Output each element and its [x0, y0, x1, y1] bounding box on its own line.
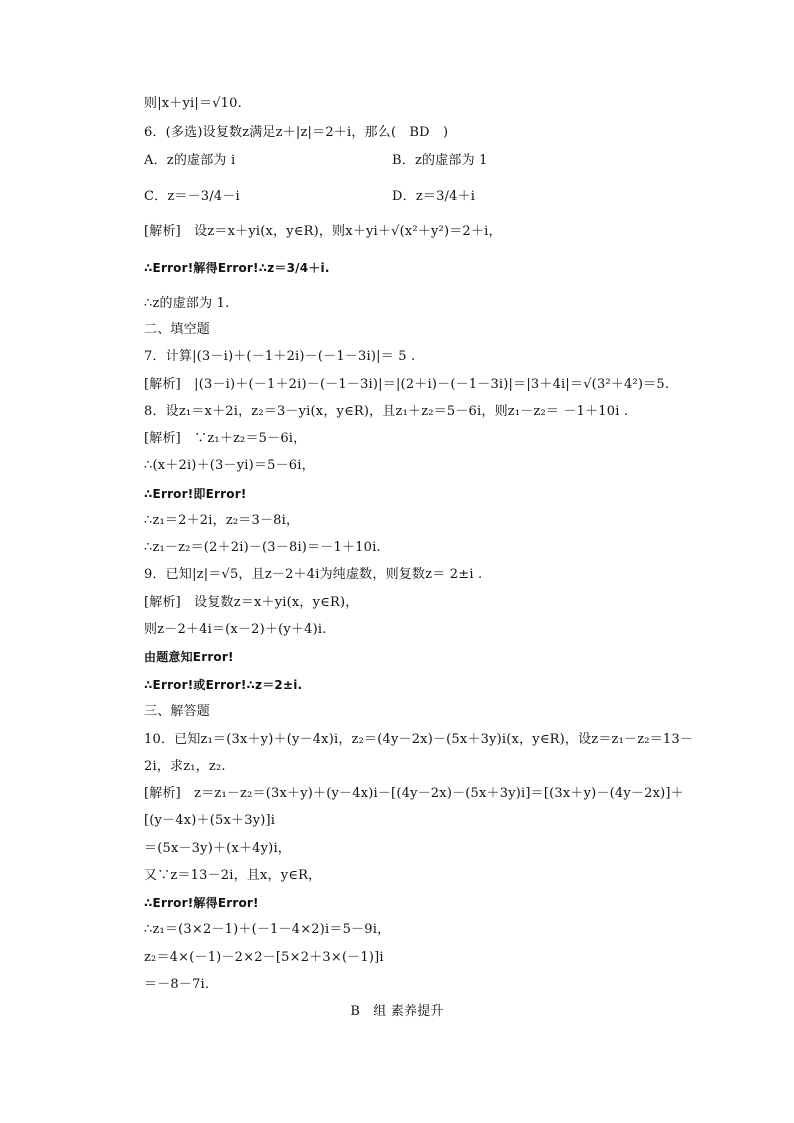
- solution-line: ∴z₁＝2＋2i，z₂＝3－8i，: [144, 513, 300, 528]
- solution-line: [解析] |(3－i)＋(－1＋2i)－(－1－3i)|＝|(2＋i)－(－1－3i)|＝|3＋4i|＝√(3²＋4²)＝5.: [144, 377, 670, 392]
- solution-line: [解析] 设z＝x＋yi(x，y∈R)，则x＋yi＋√(x²＋y²)＝2＋i，: [144, 224, 502, 239]
- solution-line: [解析] ∵z₁＋z₂＝5－6i，: [144, 431, 307, 446]
- question-9: 9．已知|z|＝√5，且z－2＋4i为纯虚数，则复数z＝ 2±i .: [144, 567, 483, 582]
- solution-line: 由题意知Error!: [144, 650, 234, 664]
- solution-line: [(y－4x)＋(5x＋3y)]i: [144, 813, 276, 828]
- solution-line: [解析] z＝z₁－z₂＝(3x＋y)＋(y－4x)i－[(4y－2x)－(5x＋3y)i]＝[(3x＋y)－(4y－2x)]＋: [144, 786, 684, 801]
- text-line: 则|x＋yi|＝√10.: [144, 96, 242, 111]
- option-d: D．z＝3/4＋i: [392, 189, 476, 204]
- solution-line: [解析] 设复数z＝x＋yi(x，y∈R)，: [144, 595, 359, 610]
- option-b: B．z的虚部为 1: [392, 153, 488, 168]
- solution-line: 又∵z＝13－2i，且x，y∈R，: [144, 868, 322, 883]
- question-10: 10．已知z₁＝(3x＋y)＋(y－4x)i，z₂＝(4y－2x)－(5x＋3y)i(x，y∈R)，设z＝z₁－z₂＝13－: [144, 732, 694, 747]
- solution-line: ∴Error!或Error!∴z＝2±i.: [144, 678, 303, 692]
- solution-line: ∴(x＋2i)＋(3－yi)＝5－6i，: [144, 458, 315, 473]
- option-c: C．z＝－3/4－i: [144, 189, 240, 204]
- question-7: 7．计算|(3－i)＋(－1＋2i)－(－1－3i)|＝ 5 .: [144, 349, 416, 364]
- solution-line: ＝－8－7i.: [144, 977, 210, 992]
- section-heading: 二、填空题: [144, 322, 211, 337]
- solution-line: ∴z₁－z₂＝(2＋2i)－(3－8i)＝－1＋10i.: [144, 540, 381, 555]
- question-10-cont: 2i，求z₁，z₂.: [144, 759, 226, 774]
- solution-line: ＝(5x－3y)＋(x＋4y)i，: [144, 841, 292, 856]
- question-6: 6．(多选)设复数z满足z＋|z|＝2＋i，那么( BD ): [144, 125, 449, 140]
- option-a: A．z的虚部为 i: [144, 153, 236, 168]
- group-heading: B 组 素养提升: [350, 1004, 444, 1019]
- solution-line: ∴Error!解得Error!∴z＝3/4＋i.: [144, 261, 330, 275]
- solution-line: ∴Error!解得Error!: [144, 896, 259, 910]
- solution-line: z₂＝4×(－1)－2×2－[5×2＋3×(－1)]i: [144, 950, 384, 965]
- solution-line: ∴z₁＝(3×2－1)＋(－1－4×2)i＝5－9i，: [144, 922, 391, 937]
- solution-line: 则z－2＋4i＝(x－2)＋(y＋4)i.: [144, 622, 327, 637]
- solution-line: ∴Error!即Error!: [144, 487, 247, 501]
- solution-line: ∴z的虚部为 1.: [144, 296, 230, 311]
- question-8: 8．设z₁＝x＋2i，z₂＝3－yi(x，y∈R)，且z₁＋z₂＝5－6i，则z₁－z₂＝ －1＋10i .: [144, 404, 629, 419]
- section-heading: 三、解答题: [144, 704, 211, 719]
